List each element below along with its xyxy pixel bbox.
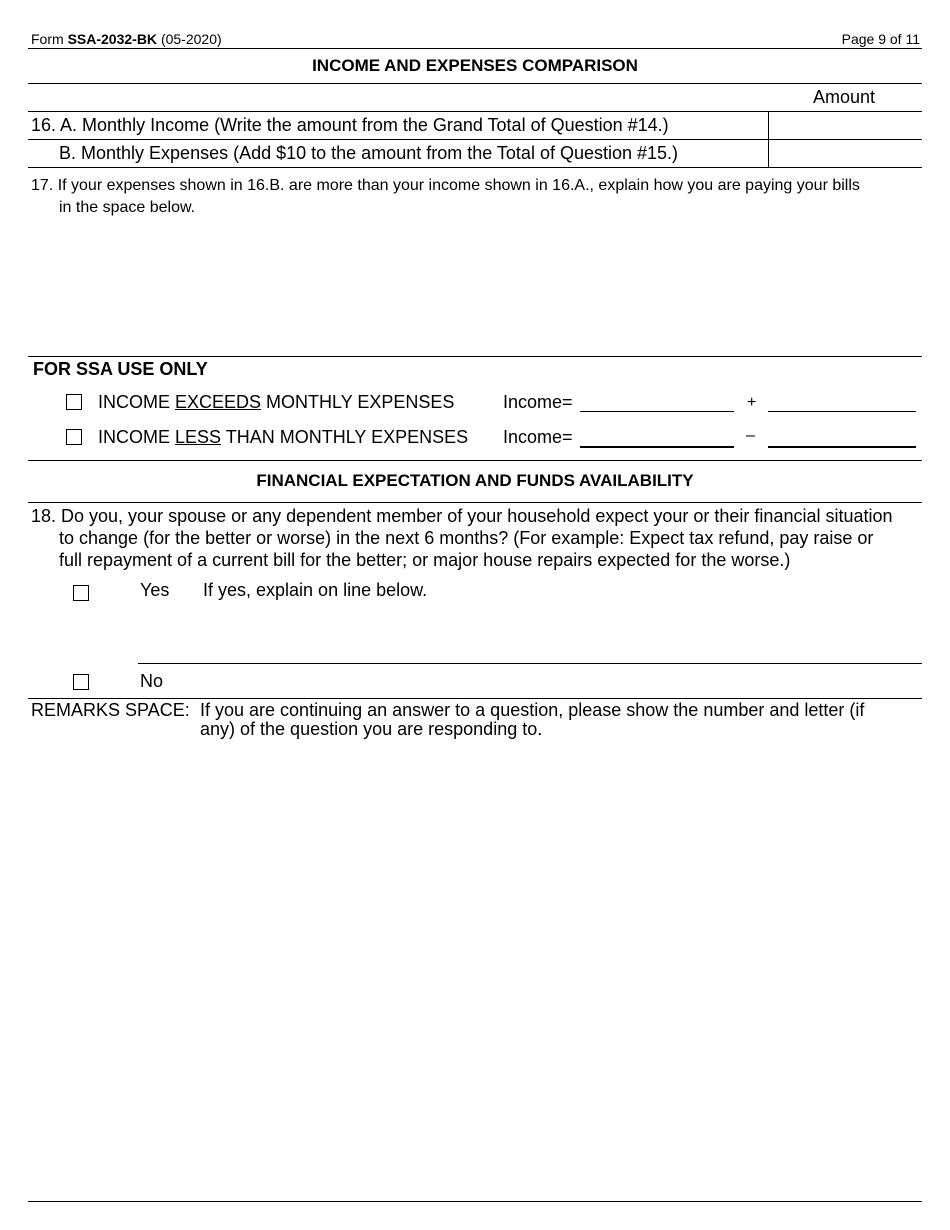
form-date: (05-2020)	[160, 31, 222, 47]
income-exceeds-income-field[interactable]	[580, 411, 734, 412]
no-checkbox[interactable]	[73, 674, 89, 690]
question-18-line-2: to change (for the better or worse) in the next 6 months? (For example: Expect tax refund, pay raise or	[59, 528, 874, 548]
divider	[28, 83, 922, 84]
form-prefix: Form	[31, 31, 64, 47]
income-exceeds-income-label: Income=	[503, 392, 573, 412]
question-17-line-1: 17. If your expenses shown in 16.B. are more than your income shown in 16.A., explain how you are paying your bills	[31, 177, 860, 194]
question-16a-label: 16. A. Monthly Income (Write the amount from the Grand Total of Question #14.)	[31, 115, 669, 135]
table-rule	[28, 167, 922, 168]
yes-checkbox[interactable]	[73, 585, 89, 601]
income-less-income-label: Income=	[503, 427, 573, 447]
monthly-income-amount-field[interactable]	[770, 113, 920, 137]
header-rule	[28, 48, 922, 49]
income-exceeds-checkbox[interactable]	[66, 394, 82, 410]
remarks-instruction-line-2: any) of the question you are responding to.	[200, 719, 543, 739]
divider	[28, 460, 922, 461]
question-16b-label: B. Monthly Expenses (Add $10 to the amount from the Total of Question #15.)	[59, 143, 679, 163]
page-number: Page 9 of 11	[841, 31, 920, 47]
income-less-checkbox[interactable]	[66, 429, 82, 445]
section-title-financial-expectation: FINANCIAL EXPECTATION AND FUNDS AVAILABILITY	[256, 471, 694, 490]
remarks-instruction-line-1: If you are continuing an answer to a question, please show the number and letter (if	[200, 700, 865, 720]
form-number: SSA-2032-BK	[67, 31, 158, 47]
table-rule	[28, 139, 922, 140]
income-exceeds-label: INCOME EXCEEDS MONTHLY EXPENSES	[98, 392, 455, 412]
yes-explanation-field[interactable]	[138, 663, 922, 664]
table-rule	[28, 111, 922, 112]
amount-column-divider	[768, 111, 769, 167]
minus-sign: –	[746, 427, 755, 444]
income-exceeds-difference-field[interactable]	[768, 411, 916, 412]
divider	[28, 698, 922, 699]
income-less-label: INCOME LESS THAN MONTHLY EXPENSES	[98, 427, 469, 447]
income-less-income-field[interactable]	[580, 446, 734, 448]
divider	[28, 356, 922, 357]
section-title-income-expenses: INCOME AND EXPENSES COMPARISON	[312, 56, 638, 75]
amount-column-header: Amount	[813, 87, 876, 107]
question-18-line-1: 18. Do you, your spouse or any dependent member of your household expect your or their financial situation	[31, 506, 893, 526]
ssa-use-only-title: FOR SSA USE ONLY	[33, 359, 208, 379]
plus-sign: +	[747, 394, 757, 411]
form-identifier	[31, 31, 222, 47]
question-17-line-2: in the space below.	[59, 199, 196, 216]
income-less-difference-field[interactable]	[768, 446, 916, 448]
yes-explain-note: If yes, explain on line below.	[203, 580, 428, 600]
footer-rule	[28, 1201, 922, 1202]
yes-label: Yes	[140, 580, 170, 600]
remarks-label: REMARKS SPACE:	[31, 700, 190, 720]
question-18-line-3: full repayment of a current bill for the better; or major house repairs expected for the worse.)	[59, 550, 791, 570]
divider	[28, 502, 922, 503]
remarks-space-area[interactable]	[31, 745, 919, 1195]
no-label: No	[140, 671, 164, 691]
question-17-answer-area[interactable]	[31, 222, 919, 352]
monthly-expenses-amount-field[interactable]	[770, 141, 920, 165]
